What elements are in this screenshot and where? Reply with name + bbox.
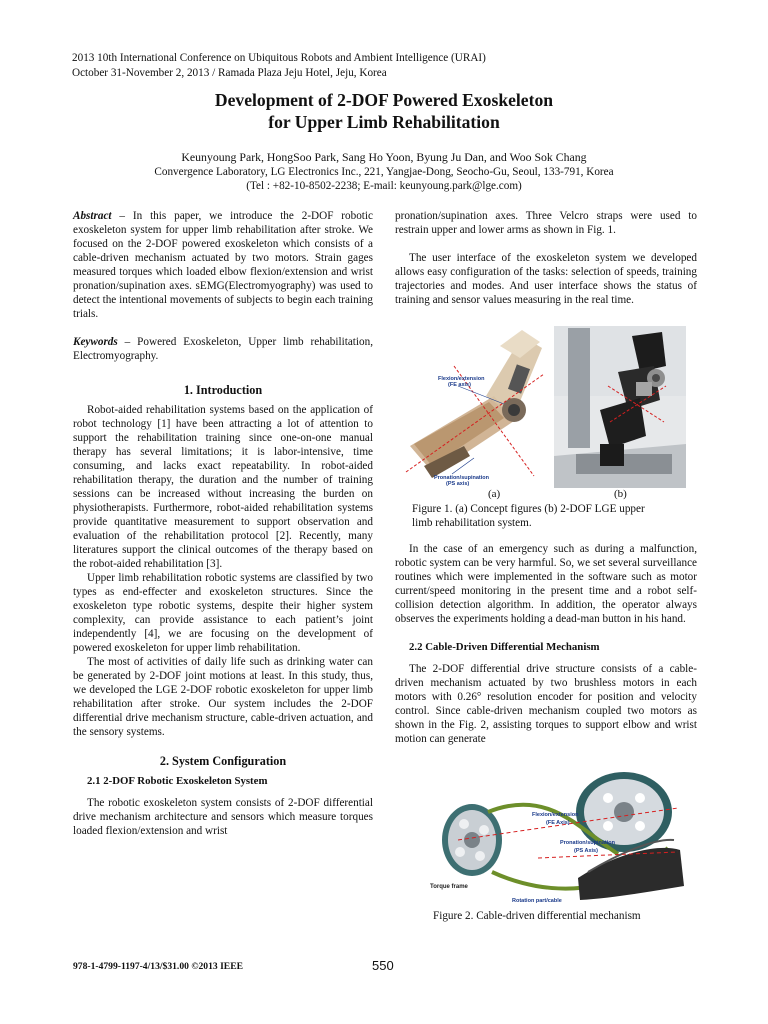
figure-2-graphic: [428, 768, 694, 908]
right-column-middle: [395, 542, 697, 746]
abstract-text: – In this paper, we introduce the 2-DOF robotic exoskeleton system for upper limb rehabilitation after stroke. We focused on the 2-DOF powered exoskeleton which consists of a cable-driven mechanism actuated by two motors. Strain gages measured torques which loaded elbow flexion/extension and wrist pronation/supination axes. sEMG(Electromyography) was used to detect the intentional movements of subjects to begin each training trials.: [73, 210, 373, 320]
figure-1a-concept: [404, 326, 544, 488]
affiliation-line-1: Convergence Laboratory, LG Electronics Inc., 221, Yangjae-Dong, Seocho-Gu, Seoul, 133-791, Korea: [154, 166, 614, 178]
isbn-footer: 978-1-4799-1197-4/13/$31.00 ©2013 IEEE: [73, 961, 243, 972]
figure-1: [404, 326, 686, 488]
figure-1b-photo: [554, 326, 686, 488]
title-line-2: for Upper Limb Rehabilitation: [268, 112, 500, 132]
system-paragraph-1: The robotic exoskeleton system consists of 2-DOF differential drive mechanism architecture and sensors which measure torques loaded flexion/extension and wrist: [73, 797, 373, 837]
fig2-annot-ps: Pronation/supination: [560, 840, 615, 846]
fig2-annot-rotation-frame: Rotation Frame: [624, 897, 673, 904]
mechanism-paragraph-1: The 2-DOF differential drive structure consists of a cable-driven mechanism actuated by two brushless motors in each motors with 0.26° resolution encoder for position and velocity control. Since cable-driven mechanism coupled two motors as shown in the Fig. 2, assisting torques to support elbow and wrist motion can generate: [395, 663, 697, 745]
system-paragraph-2: The user interface of the exoskeleton system we developed allows easy configuration of the tasks: selection of speeds, training trajectories and modes. And user interface shows the status of training and sensor values measuring in the real time.: [395, 252, 697, 306]
left-pulley: [442, 804, 502, 876]
section-1-heading: 1. Introduction: [183, 383, 263, 397]
abstract: [73, 209, 373, 321]
fig1-annot-ps-axis: (PS axis): [446, 481, 470, 487]
affiliation: [0, 165, 768, 193]
conference-line-1: 2013 10th International Conference on Ubiquitous Robots and Ambient Intelligence (URAI): [72, 52, 486, 64]
figure-2-caption: Figure 2. Cable-driven differential mechanism: [433, 910, 641, 922]
system-paragraph-1-cont: pronation/supination axes. Three Velcro straps were used to restrain upper and lower arms as shown in Fig. 1.: [395, 210, 697, 236]
paper-title: [0, 89, 768, 133]
figure-1-graphic: [404, 326, 686, 488]
figure-1-caption-line-1: Figure 1. (a) Concept figures (b) 2-DOF LGE upper: [412, 503, 645, 515]
fig1-annot-ps: Pronation/supination: [434, 475, 489, 481]
keywords-label: Keywords: [73, 336, 118, 348]
fig1-annot-fe: Flexion/extension: [438, 376, 485, 382]
intro-paragraph-1: Robot-aided rehabilitation systems based on the application of robot technology [1] have been attracting a lot of attention to support the rehabilitation training since one-on-one manual therapy has several limitations; it is labor-intensive, time consuming, and lacks exact repeatability. In robot-aided rehabilitation therapy, the duration and the number of training sessions can be increased without increasing the burden on physiotherapists. Furthermore, robot-aided rehabilitation systems provide quantitative measurement to support observation and evaluation of the rehabilitation protocol [2]. Recently, many literatures support the clinical outcomes of the therapy based on the robot-aided rehabilitation [3].: [73, 404, 373, 570]
intro-paragraph-2: Upper limb rehabilitation robotic systems are classified by two types as end-effecter and exoskeleton structures. Since the exoskeleton type robotic systems, despite their higher system complexity, can provide assistance to each patient’s joint independently [4], we are focusing on the development of powered exoskeleton for upper limb rehabilitation.: [73, 572, 373, 654]
right-column-top: [395, 209, 697, 307]
fig2-annot-fe-axis: (FE Axis): [546, 820, 570, 826]
figure-2: [428, 768, 694, 908]
left-column: [73, 209, 373, 838]
figure-1-label-a: (a): [488, 488, 501, 500]
intro-paragraph-3: The most of activities of daily life such as drinking water can be generated by 2-DOF joint motions at least. In this study, thus, we developed the LGE 2-DOF robotic exoskeleton for upper limb rehabilitation after stroke. Our system includes the 2-DOF differential drive mechanism structure, cable-driven actuation, and the sensory systems.: [73, 656, 373, 738]
subsection-2-1-heading: 2.1 2-DOF Robotic Exoskeleton System: [87, 775, 268, 787]
fig1-annot-fe-axis: (FE axis): [448, 382, 471, 388]
title-line-1: Development of 2-DOF Powered Exoskeleton: [214, 90, 554, 110]
figure-1-caption: [412, 502, 645, 530]
fig2-annot-ps-axis: (PS Axis): [574, 848, 598, 854]
keywords: [73, 335, 373, 363]
subsection-2-2-heading: 2.2 Cable-Driven Differential Mechanism: [409, 641, 600, 653]
affiliation-line-2: (Tel : +82-10-8502-2238; E-mail: keunyoung.park@lge.com): [246, 180, 522, 192]
authors: Keunyoung Park, HongSoo Park, Sang Ho Yoon, Byung Ju Dan, and Woo Sok Chang: [181, 150, 587, 164]
conference-line-2: October 31-November 2, 2013 / Ramada Plaza Jeju Hotel, Jeju, Korea: [72, 67, 387, 79]
figure-1-label-b: (b): [614, 488, 627, 500]
keywords-text: – Powered Exoskeleton, Upper limb rehabilitation, Electromyography.: [73, 336, 373, 362]
fig2-annot-rotation-part: Rotation part/cable: [512, 898, 562, 904]
fig2-annot-torque: Torque frame: [430, 884, 468, 890]
fig2-annot-fe: Flexion/extension: [532, 812, 579, 818]
section-2-heading: 2. System Configuration: [159, 754, 287, 768]
conference-header: [72, 51, 486, 81]
page-number: 550: [372, 958, 394, 973]
abstract-label: Abstract: [73, 210, 112, 222]
system-paragraph-3: In the case of an emergency such as during a malfunction, robotic system can be very harmful. So, we set several surveillance routines which were implemented in the software such as motor current/speed monitoring in the present time and a robot self-collision detection algorithm. In addition, the operator always observes the experiments holding a dead-man button in his hand.: [395, 543, 697, 625]
figure-1-caption-line-2: limb rehabilitation system.: [412, 517, 532, 529]
